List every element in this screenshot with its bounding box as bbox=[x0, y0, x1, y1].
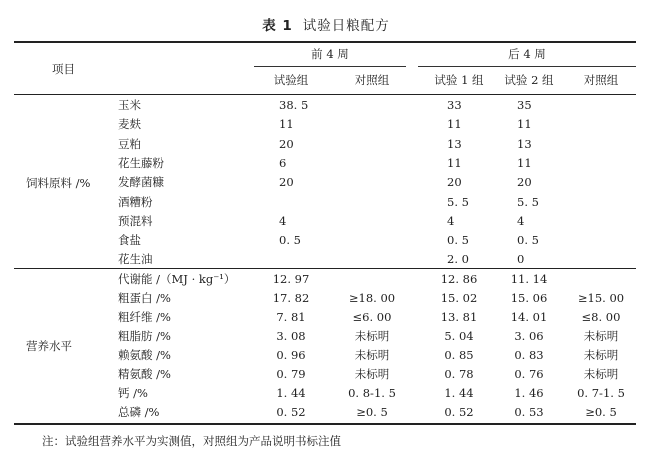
section-label-0: 饲料原料 /% bbox=[26, 175, 91, 190]
cell-col-0: 20 bbox=[279, 136, 294, 151]
cell-col-1: 0. 8-1. 5 bbox=[348, 386, 396, 400]
cell-col-0: 11 bbox=[279, 117, 294, 132]
cell-col-2: 2. 0 bbox=[447, 252, 469, 267]
cell-col-2: 1. 44 bbox=[444, 386, 474, 400]
cell-col-0: 3. 08 bbox=[276, 329, 306, 343]
cell-col-3: 0. 83 bbox=[514, 348, 544, 362]
cell-col-1: ≥0. 5 bbox=[356, 405, 388, 419]
cell-col-3: 11. 14 bbox=[510, 272, 548, 286]
row-label: 粗纤维 /% bbox=[118, 310, 171, 324]
cell-col-0: 20 bbox=[279, 175, 294, 190]
header-group-first: 前 4 周 bbox=[311, 47, 349, 61]
cell-col-4: 未标明 bbox=[583, 329, 619, 343]
cell-col-4: 未标明 bbox=[583, 367, 619, 381]
cell-col-2: 0. 52 bbox=[444, 405, 474, 419]
cell-col-0: 4 bbox=[279, 213, 287, 228]
cell-col-2: 0. 85 bbox=[444, 348, 474, 362]
cell-col-0: 12. 97 bbox=[272, 272, 310, 286]
cell-col-0: 7. 81 bbox=[276, 310, 306, 324]
cell-col-4: ≥0. 5 bbox=[585, 405, 617, 419]
cell-col-0: 0. 5 bbox=[279, 233, 301, 248]
row-label: 麦麸 bbox=[118, 117, 141, 132]
cell-col-3: 0. 76 bbox=[514, 367, 544, 381]
top-rule bbox=[14, 41, 636, 43]
row-label: 豆粕 bbox=[118, 136, 141, 151]
cell-col-2: 13. 81 bbox=[440, 310, 478, 324]
cell-col-2: 4 bbox=[447, 213, 455, 228]
table-caption bbox=[0, 14, 652, 34]
subheader-0: 试验组 bbox=[273, 73, 309, 87]
cell-col-3: 1. 46 bbox=[514, 386, 544, 400]
cell-col-3: 15. 06 bbox=[510, 291, 548, 305]
cell-col-3: 20 bbox=[517, 175, 532, 190]
cell-col-0: 1. 44 bbox=[276, 386, 306, 400]
cell-col-2: 5. 04 bbox=[444, 329, 474, 343]
row-label: 预混料 bbox=[118, 213, 153, 228]
cell-col-3: 0. 5 bbox=[517, 233, 539, 248]
cell-col-4: 未标明 bbox=[583, 348, 619, 362]
header-group-rule-first bbox=[254, 66, 406, 67]
row-label: 总磷 /% bbox=[118, 405, 160, 419]
subheader-3: 试验 2 组 bbox=[504, 73, 554, 87]
row-label: 花生油 bbox=[118, 252, 153, 267]
cell-col-1: 未标明 bbox=[354, 367, 390, 381]
cell-col-3: 0 bbox=[517, 252, 525, 267]
row-label: 精氨酸 /% bbox=[118, 367, 171, 381]
cell-col-2: 20 bbox=[447, 175, 462, 190]
cell-col-2: 33 bbox=[447, 98, 462, 112]
cell-col-2: 5. 5 bbox=[447, 194, 469, 209]
cell-col-3: 4 bbox=[517, 213, 525, 228]
caption-title: 试验日粮配方 bbox=[302, 18, 390, 34]
cell-col-0: 0. 96 bbox=[276, 348, 306, 362]
cell-col-2: 11 bbox=[447, 155, 462, 170]
header-group-after: 后 4 周 bbox=[508, 47, 546, 61]
header-bottom-rule bbox=[14, 94, 636, 95]
cell-col-1: ≥18. 00 bbox=[348, 291, 396, 305]
cell-col-4: 0. 7-1. 5 bbox=[577, 386, 625, 400]
section-divider-rule bbox=[14, 268, 636, 269]
table-footnote: 注：试验组营养水平为实测值，对照组为产品说明书标注值 bbox=[42, 434, 341, 448]
row-label: 发酵菌糠 bbox=[118, 175, 164, 190]
cell-col-1: 未标明 bbox=[354, 348, 390, 362]
row-label: 粗脂肪 /% bbox=[118, 329, 171, 343]
subheader-1: 对照组 bbox=[354, 73, 390, 87]
row-label: 食盐 bbox=[118, 233, 141, 248]
cell-col-0: 17. 82 bbox=[272, 291, 310, 305]
row-label: 花生藤粉 bbox=[118, 155, 164, 170]
cell-col-2: 12. 86 bbox=[440, 272, 478, 286]
cell-col-0: 0. 79 bbox=[276, 367, 306, 381]
caption-label: 表 1 bbox=[262, 18, 293, 34]
cell-col-3: 35 bbox=[517, 98, 532, 112]
subheader-4: 对照组 bbox=[583, 73, 619, 87]
row-label: 钙 /% bbox=[118, 386, 148, 400]
cell-col-4: ≥15. 00 bbox=[577, 291, 625, 305]
cell-col-0: 6 bbox=[279, 155, 287, 170]
cell-col-1: 未标明 bbox=[354, 329, 390, 343]
cell-col-2: 15. 02 bbox=[440, 291, 478, 305]
cell-col-2: 11 bbox=[447, 117, 462, 132]
cell-col-3: 14. 01 bbox=[510, 310, 548, 324]
cell-col-0: 38. 5 bbox=[279, 98, 309, 112]
section-label-1: 营养水平 bbox=[26, 339, 72, 353]
header-group-rule-after bbox=[418, 66, 636, 67]
cell-col-3: 13 bbox=[517, 136, 532, 151]
row-label: 粗蛋白 /% bbox=[118, 291, 171, 305]
cell-col-3: 11 bbox=[517, 117, 532, 132]
row-label: 玉米 bbox=[118, 98, 141, 112]
cell-col-3: 5. 5 bbox=[517, 194, 539, 209]
subheader-2: 试验 1 组 bbox=[434, 73, 484, 87]
row-label: 酒糟粉 bbox=[118, 194, 153, 209]
bottom-rule bbox=[14, 423, 636, 425]
row-label: 代谢能 /（MJ · kg⁻¹） bbox=[118, 272, 236, 286]
cell-col-3: 0. 53 bbox=[514, 405, 544, 419]
cell-col-2: 13 bbox=[447, 136, 462, 151]
cell-col-1: ≤6. 00 bbox=[352, 310, 392, 324]
row-label: 赖氨酸 /% bbox=[118, 348, 171, 362]
cell-col-3: 11 bbox=[517, 155, 532, 170]
header-item: 项目 bbox=[52, 62, 75, 76]
cell-col-2: 0. 78 bbox=[444, 367, 474, 381]
cell-col-3: 3. 06 bbox=[514, 329, 544, 343]
cell-col-0: 0. 52 bbox=[276, 405, 306, 419]
cell-col-2: 0. 5 bbox=[447, 233, 469, 248]
cell-col-4: ≤8. 00 bbox=[581, 310, 621, 324]
